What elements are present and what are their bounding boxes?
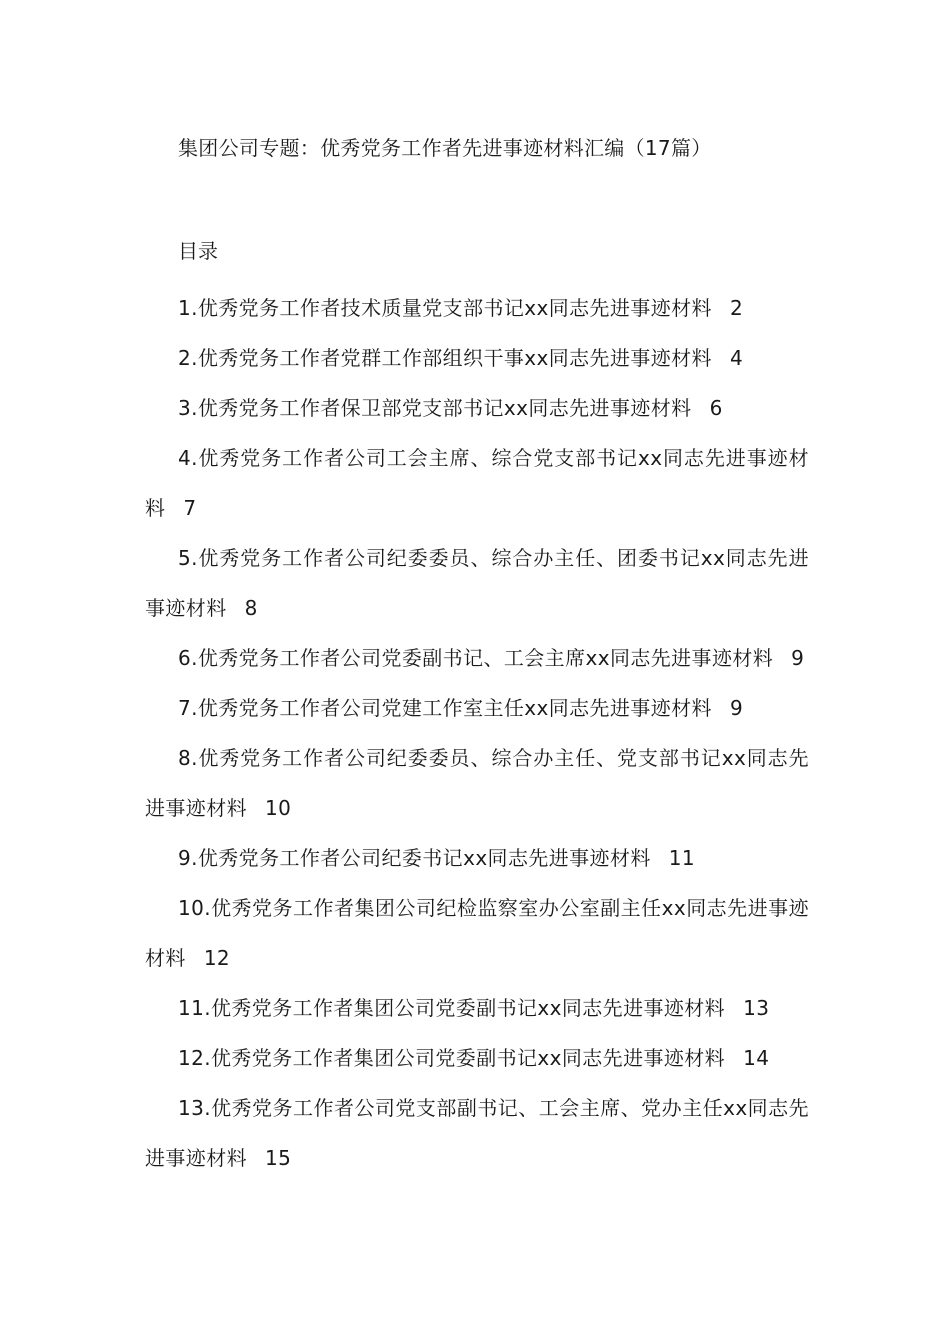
toc-page-number: 4 — [729, 346, 744, 370]
toc-entry-text: 11.优秀党务工作者集团公司党委副书记xx同志先进事迹材料 — [178, 996, 726, 1020]
toc-entry-text: 3.优秀党务工作者保卫部党支部书记xx同志先进事迹材料 — [178, 396, 692, 420]
toc-page-number: 9 — [729, 696, 744, 720]
document-title: 集团公司专题：优秀党务工作者先进事迹材料汇编（17篇） — [178, 136, 712, 160]
toc-page-number: 13 — [743, 996, 770, 1020]
toc-entry-text: 6.优秀党务工作者公司党委副书记、工会主席xx同志先进事迹材料 — [178, 646, 774, 670]
toc-entry-text: 13.优秀党务工作者公司党支部副书记、工会主席、党办主任xx同志先进事迹材料 — [145, 1096, 809, 1170]
toc-page-number: 2 — [729, 296, 744, 320]
toc-page-number: 9 — [791, 646, 805, 670]
toc-entry — [145, 1033, 809, 1083]
toc-entry-text: 4.优秀党务工作者公司工会主席、综合党支部书记xx同志先进事迹材料 — [145, 446, 809, 520]
toc-entry — [145, 983, 809, 1033]
toc-page-number: 10 — [265, 796, 292, 820]
toc-page-number: 12 — [203, 946, 231, 970]
toc-entry — [145, 283, 809, 333]
toc-page-number: 15 — [265, 1146, 292, 1170]
toc-entry-text: 1.优秀党务工作者技术质量党支部书记xx同志先进事迹材料 — [178, 296, 712, 320]
toc-entry-text: 10.优秀党务工作者集团公司纪检监察室办公室副主任xx同志先进事迹材料 — [145, 896, 809, 970]
toc-entry — [145, 1083, 809, 1183]
toc-page-number: 11 — [668, 846, 696, 870]
toc-page-number: 6 — [709, 396, 723, 420]
toc-entry-text: 7.优秀党务工作者公司党建工作室主任xx同志先进事迹材料 — [178, 696, 712, 720]
toc-page-number: 14 — [743, 1046, 770, 1070]
toc-entry — [145, 633, 809, 683]
toc-entry — [145, 333, 809, 383]
toc-entry — [145, 883, 809, 983]
toc-entry-text: 2.优秀党务工作者党群工作部组织干事xx同志先进事迹材料 — [178, 346, 712, 370]
toc-heading: 目录 — [178, 239, 218, 263]
toc-entry-text: 12.优秀党务工作者集团公司党委副书记xx同志先进事迹材料 — [178, 1046, 726, 1070]
toc-entry — [145, 433, 809, 533]
toc-entry-text: 8.优秀党务工作者公司纪委委员、综合办主任、党支部书记xx同志先进事迹材料 — [145, 746, 809, 820]
toc-entry — [145, 833, 809, 883]
toc-entry — [145, 733, 809, 833]
table-of-contents — [145, 283, 809, 1183]
toc-page-number: 8 — [244, 596, 258, 620]
toc-entry — [145, 533, 809, 633]
toc-entry-text: 5.优秀党务工作者公司纪委委员、综合办主任、团委书记xx同志先进事迹材料 — [145, 546, 809, 620]
toc-entry — [145, 683, 809, 733]
toc-entry-text: 9.优秀党务工作者公司纪委书记xx同志先进事迹材料 — [178, 846, 651, 870]
toc-entry — [145, 383, 809, 433]
toc-page-number: 7 — [183, 496, 197, 520]
